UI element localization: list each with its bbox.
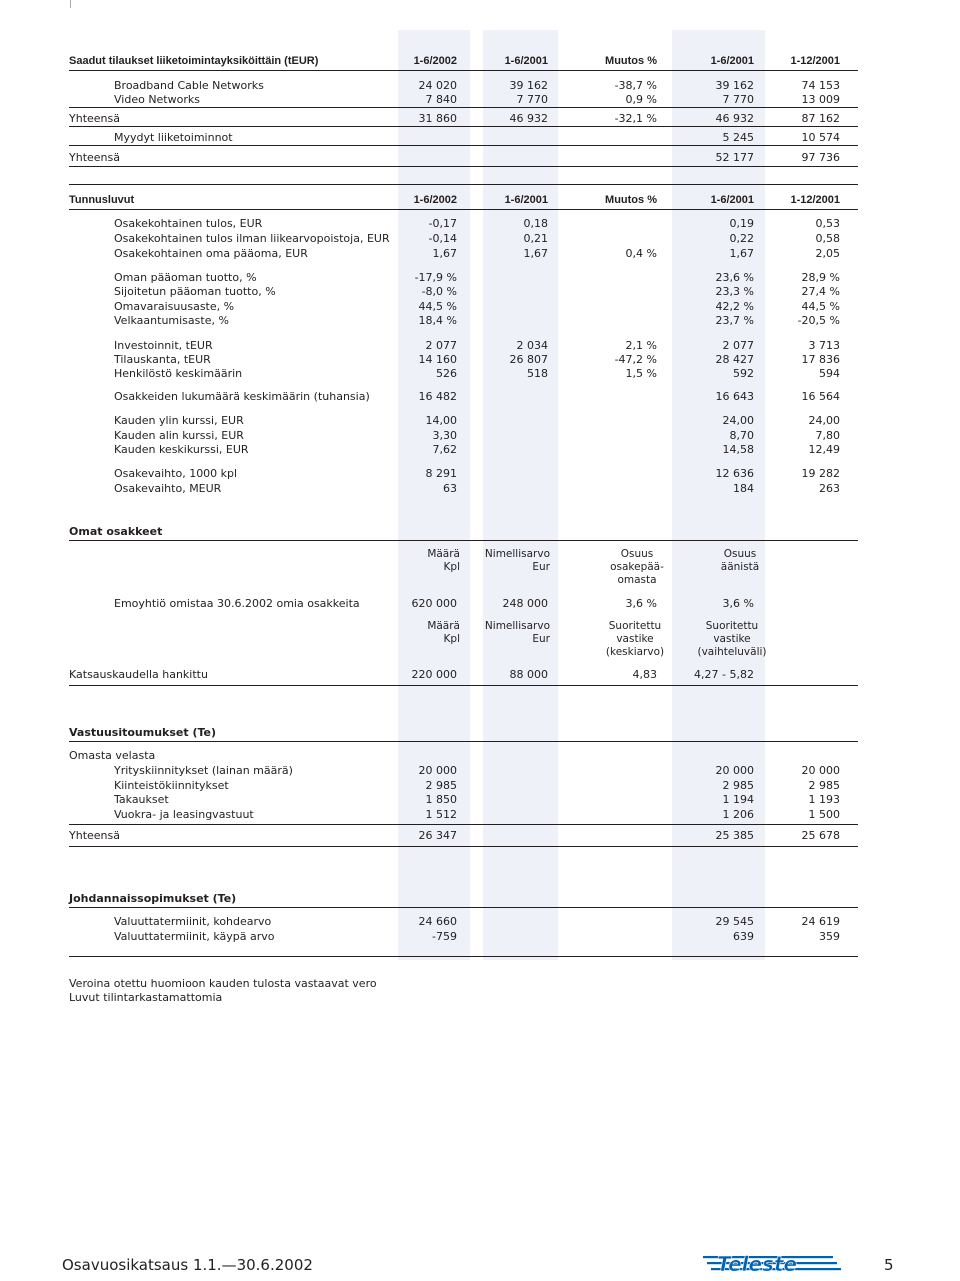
row-label: Yhteensä: [69, 112, 120, 125]
row-label: Kauden keskikurssi, EUR: [114, 443, 249, 456]
commitments-title: Vastuusitoumukset (Te): [69, 726, 217, 739]
row-value: 0,9 %: [625, 93, 657, 106]
table-row: [0, 442, 960, 458]
own-shares-head: Suoritettu vastike (vaihteluväli): [697, 620, 767, 658]
row-value: 1 193: [808, 793, 840, 806]
row-value: 526: [436, 367, 457, 380]
rule: [69, 741, 858, 742]
row-value: -759: [432, 930, 457, 943]
own-shares-label: Emoyhtiö omistaa 30.6.2002 omia osakkeita: [114, 597, 360, 610]
row-value: -0,14: [428, 232, 457, 245]
own-shares-value: 220 000: [411, 668, 457, 681]
row-value: 1 194: [722, 793, 754, 806]
row-value: 1,5 %: [625, 367, 657, 380]
own-shares-value: 4,83: [632, 668, 657, 681]
row-label: Investoinnit, tEUR: [114, 339, 213, 352]
rule: [69, 70, 858, 71]
kpi-header: 1-6/2001: [504, 194, 548, 206]
row-value: 7 770: [722, 93, 754, 106]
row-value: -47,2 %: [614, 353, 657, 366]
row-label: Kiinteistökiinnitykset: [114, 779, 229, 792]
row-value: 44,5 %: [418, 300, 457, 313]
table-row: [0, 313, 960, 329]
row-value: 63: [443, 482, 457, 495]
own-shares-value: 3,6 %: [722, 597, 754, 610]
row-value: 24 619: [801, 915, 840, 928]
table-row: [0, 466, 960, 482]
row-value: 8,70: [729, 429, 754, 442]
row-value: 2 077: [722, 339, 754, 352]
page-number: 5: [884, 1256, 894, 1274]
table-row: [0, 929, 960, 945]
derivatives-title: Johdannaissopimukset (Te): [69, 892, 237, 905]
row-value: 19 282: [801, 467, 840, 480]
own-shares-head: Määrä Kpl: [427, 620, 460, 645]
row-value: 2 077: [425, 339, 457, 352]
kpi-header: 1-6/2001: [710, 194, 754, 206]
own-shares-value: 88 000: [509, 668, 548, 681]
row-value: 1 512: [425, 808, 457, 821]
note-row: [0, 990, 960, 1006]
table-row: [0, 792, 960, 808]
row-value: 97 736: [801, 151, 840, 164]
row-value: 16 643: [715, 390, 754, 403]
kpi-header: 1-6/2002: [413, 194, 457, 206]
row-value: 74 153: [801, 79, 840, 92]
row-value: 2,05: [815, 247, 840, 260]
row-label: Osakkeiden lukumäärä keskimäärin (tuhansia): [114, 390, 370, 403]
row-value: 23,6 %: [715, 271, 754, 284]
kpi-header-row: [0, 192, 960, 208]
rule: [69, 685, 858, 686]
row-value: 3 713: [808, 339, 840, 352]
table-row: [0, 914, 960, 930]
row-value: 7 840: [425, 93, 457, 106]
rule: [69, 824, 858, 825]
orders-title: Saadut tilaukset liiketoimintayksiköittäin (tEUR): [69, 55, 319, 67]
own-shares-title-row: [0, 524, 960, 540]
row-label: Henkilöstö keskimäärin: [114, 367, 243, 380]
row-value: 29 545: [715, 915, 754, 928]
row-value: -20,5 %: [797, 314, 840, 327]
row-label: Osakevaihto, MEUR: [114, 482, 222, 495]
table-row: [0, 413, 960, 429]
rule: [69, 166, 858, 167]
commitments-total-value: 25 678: [801, 829, 840, 842]
row-value: 28,9 %: [801, 271, 840, 284]
kpi-title: Tunnusluvut: [69, 194, 135, 206]
own-shares-row: [0, 596, 960, 612]
own-shares-row: [0, 667, 960, 683]
own-shares-label: Katsauskaudella hankittu: [69, 668, 208, 681]
own-shares-value: 248 000: [502, 597, 548, 610]
table-row: [0, 481, 960, 497]
table-row: [0, 130, 960, 146]
row-label: Video Networks: [114, 93, 200, 106]
table-row: [0, 150, 960, 166]
row-label: Takaukset: [114, 793, 169, 806]
row-value: 23,7 %: [715, 314, 754, 327]
own-shares-head: Osuus osakepää- omasta: [610, 548, 664, 586]
row-value: 3,30: [432, 429, 457, 442]
kpi-header: 1-12/2001: [790, 194, 840, 206]
table-row: [0, 389, 960, 405]
row-value: -0,17: [428, 217, 457, 230]
own-shares-value: 620 000: [411, 597, 457, 610]
row-value: 518: [527, 367, 548, 380]
row-value: 0,22: [729, 232, 754, 245]
table-row: [0, 231, 960, 247]
table-row: [0, 807, 960, 823]
row-value: 0,18: [523, 217, 548, 230]
row-label: Oman pääoman tuotto, %: [114, 271, 257, 284]
row-value: -32,1 %: [614, 112, 657, 125]
row-value: -8,0 %: [421, 285, 457, 298]
row-value: 1 850: [425, 793, 457, 806]
doc-title: Osavuosikatsaus 1.1.—30.6.2002: [62, 1256, 313, 1274]
own-shares-head: Nimellisarvo Eur: [484, 548, 550, 573]
row-label: Velkaantumisaste, %: [114, 314, 229, 327]
own-shares-head: Määrä Kpl: [427, 548, 460, 573]
orders-header: 1-12/2001: [790, 55, 840, 67]
row-value: 7 770: [516, 93, 548, 106]
row-value: 18,4 %: [418, 314, 457, 327]
row-value: 1,67: [729, 247, 754, 260]
table-row: [0, 284, 960, 300]
row-value: 24,00: [808, 414, 840, 427]
rule: [69, 209, 858, 210]
row-value: 14,00: [425, 414, 457, 427]
table-row: [0, 246, 960, 262]
row-value: 23,3 %: [715, 285, 754, 298]
table-row: [0, 111, 960, 127]
row-value: 46 932: [509, 112, 548, 125]
row-label: Osakevaihto, 1000 kpl: [114, 467, 238, 480]
row-value: 24,00: [722, 414, 754, 427]
svg-text:Teleste: Teleste: [717, 1253, 798, 1276]
orders-header-row: [0, 53, 960, 69]
row-value: 1 206: [722, 808, 754, 821]
row-value: 1,67: [432, 247, 457, 260]
row-value: 263: [819, 482, 840, 495]
rule: [69, 907, 858, 908]
row-label: Myydyt liiketoiminnot: [114, 131, 233, 144]
row-label: Kauden ylin kurssi, EUR: [114, 414, 244, 427]
top-tick: [70, 0, 71, 8]
row-value: 14,58: [722, 443, 754, 456]
row-label: Yhteensä: [69, 151, 120, 164]
row-value: 184: [733, 482, 754, 495]
row-value: 13 009: [801, 93, 840, 106]
row-label: Omavaraisuusaste, %: [114, 300, 235, 313]
row-value: 10 574: [801, 131, 840, 144]
row-label: Osakekohtainen tulos, EUR: [114, 217, 263, 230]
row-value: 20 000: [418, 764, 457, 777]
own-shares-head: Nimellisarvo Eur: [484, 620, 550, 645]
row-value: 639: [733, 930, 754, 943]
row-value: 27,4 %: [801, 285, 840, 298]
commitments-total-value: 26 347: [418, 829, 457, 842]
row-value: 20 000: [715, 764, 754, 777]
row-value: 14 160: [418, 353, 457, 366]
row-label: Valuuttatermiinit, käypä arvo: [114, 930, 275, 943]
rule: [69, 107, 858, 108]
row-value: 0,4 %: [625, 247, 657, 260]
orders-header: 1-6/2001: [504, 55, 548, 67]
row-label: Osakekohtainen oma pääoma, EUR: [114, 247, 308, 260]
row-value: 0,53: [815, 217, 840, 230]
own-shares-head: Suoritettu vastike (keskiarvo): [605, 620, 665, 658]
note-text: Luvut tilintarkastamattomia: [69, 991, 223, 1004]
rule: [69, 540, 858, 541]
row-value: 2 985: [425, 779, 457, 792]
row-value: 12 636: [715, 467, 754, 480]
row-value: 8 291: [425, 467, 457, 480]
row-label: Tilauskanta, tEUR: [114, 353, 211, 366]
rule: [69, 846, 858, 847]
row-label: Broadband Cable Networks: [114, 79, 264, 92]
row-label: Yrityskiinnitykset (lainan määrä): [114, 764, 293, 777]
row-value: 2 985: [808, 779, 840, 792]
own-shares-title: Omat osakkeet: [69, 525, 163, 538]
row-value: 2 034: [516, 339, 548, 352]
rule: [69, 126, 858, 127]
row-value: 12,49: [808, 443, 840, 456]
table-row: [0, 366, 960, 382]
row-label: Vuokra- ja leasingvastuut: [114, 808, 254, 821]
table-row: [0, 92, 960, 108]
row-value: 7,80: [815, 429, 840, 442]
derivatives-title-row: [0, 891, 960, 907]
rule: [69, 145, 858, 146]
row-value: 7,62: [432, 443, 457, 456]
commitments-total-value: 25 385: [715, 829, 754, 842]
row-value: 87 162: [801, 112, 840, 125]
row-value: 0,19: [729, 217, 754, 230]
row-value: 592: [733, 367, 754, 380]
row-value: 20 000: [801, 764, 840, 777]
row-value: 17 836: [801, 353, 840, 366]
row-label: Osakekohtainen tulos ilman liikearvopoistoja, EUR: [114, 232, 390, 245]
row-value: 39 162: [715, 79, 754, 92]
row-value: 1,67: [523, 247, 548, 260]
row-value: 39 162: [509, 79, 548, 92]
commitments-total-row: [0, 828, 960, 844]
row-value: 16 564: [801, 390, 840, 403]
row-value: 52 177: [715, 151, 754, 164]
orders-header: 1-6/2001: [710, 55, 754, 67]
commitments-group-row: [0, 748, 960, 764]
rule: [69, 956, 858, 957]
row-value: 24 020: [418, 79, 457, 92]
row-value: 44,5 %: [801, 300, 840, 313]
row-label: Kauden alin kurssi, EUR: [114, 429, 244, 442]
row-value: 0,21: [523, 232, 548, 245]
row-value: 2,1 %: [625, 339, 657, 352]
row-value: 42,2 %: [715, 300, 754, 313]
row-value: 46 932: [715, 112, 754, 125]
own-shares-value: 4,27 - 5,82: [694, 668, 754, 681]
row-value: 28 427: [715, 353, 754, 366]
commitments-total-label: Yhteensä: [69, 829, 120, 842]
note-text: Veroina otettu huomioon kauden tulosta vastaavat vero: [69, 977, 377, 990]
own-shares-value: 3,6 %: [625, 597, 657, 610]
orders-header: 1-6/2002: [413, 55, 457, 67]
row-value: 24 660: [418, 915, 457, 928]
row-value: 26 807: [509, 353, 548, 366]
table-row: [0, 763, 960, 779]
row-value: 0,58: [815, 232, 840, 245]
row-value: 5 245: [722, 131, 754, 144]
row-label: Valuuttatermiinit, kohdearvo: [114, 915, 272, 928]
commitments-title-row: [0, 725, 960, 741]
row-value: 359: [819, 930, 840, 943]
row-value: 2 985: [722, 779, 754, 792]
kpi-header: Muutos %: [605, 194, 657, 206]
teleste-logo: [703, 1253, 843, 1281]
table-row: [0, 216, 960, 232]
row-value: 16 482: [418, 390, 457, 403]
row-label: Sijoitetun pääoman tuotto, %: [114, 285, 276, 298]
rule: [69, 184, 858, 185]
commitments-group: Omasta velasta: [69, 749, 156, 762]
row-value: 31 860: [418, 112, 457, 125]
row-value: -38,7 %: [614, 79, 657, 92]
row-value: -17,9 %: [414, 271, 457, 284]
row-value: 594: [819, 367, 840, 380]
row-value: 1 500: [808, 808, 840, 821]
orders-header: Muutos %: [605, 55, 657, 67]
own-shares-head: Osuus äänistä: [720, 548, 760, 573]
